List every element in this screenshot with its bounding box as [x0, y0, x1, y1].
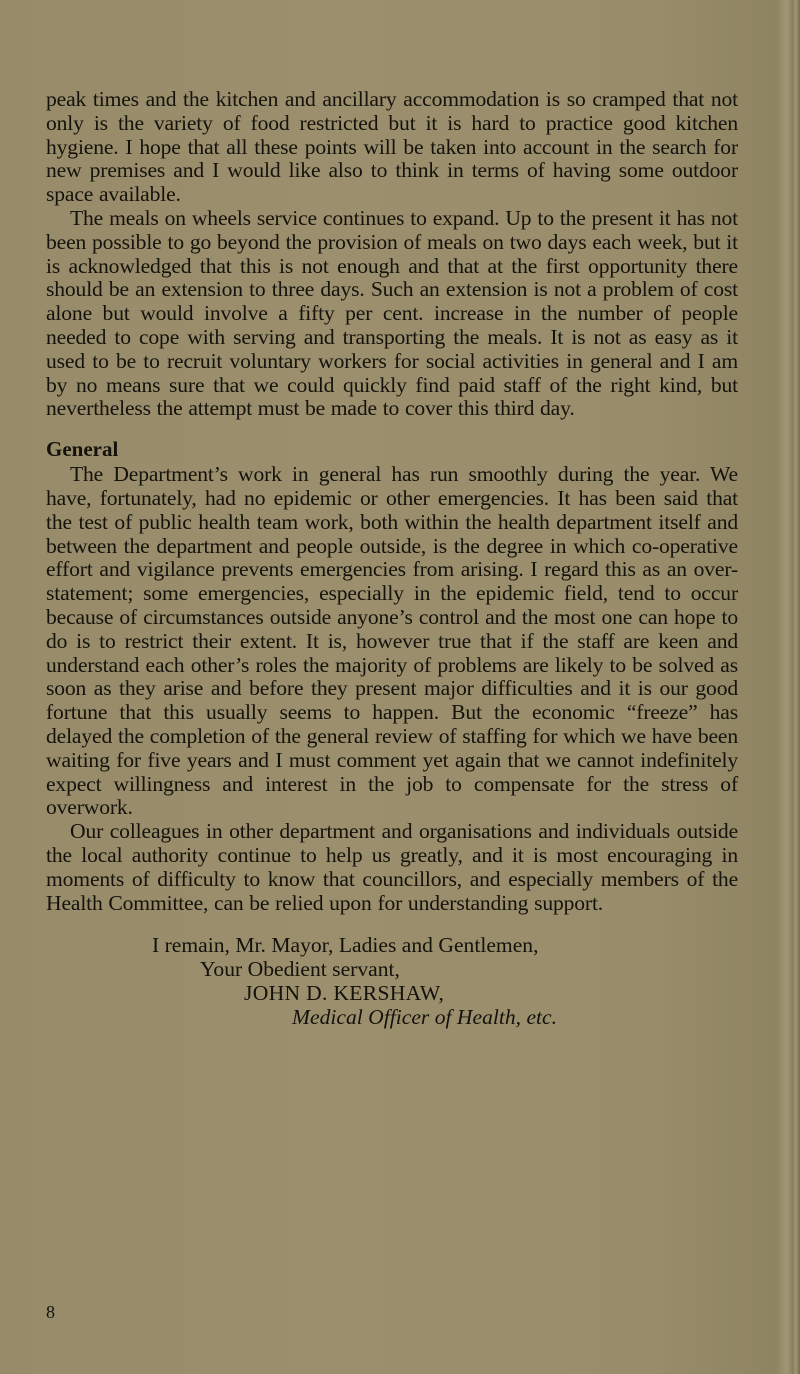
signature-block [46, 933, 738, 1029]
page-number: 8 [46, 1302, 55, 1322]
paragraph-colleagues: Our colleagues in other department and organisations and individuals outside the local authority continue to help us greatly, and it is most encouraging in moments of difficulty to know that councillors, and especially members of the Health Committee, can be relied upon for understanding support. [46, 819, 738, 915]
signatory-title: Medical Officer of Health, etc. [292, 1005, 558, 1030]
page-edge-shadow [786, 0, 800, 1374]
signatory-name: JOHN D. KERSHAW, [244, 981, 445, 1006]
closing-valediction: Your Obedient servant, [200, 957, 400, 982]
document-page [46, 88, 738, 1029]
paragraph-meals-on-wheels: The meals on wheels service continues to expand. Up to the present it has not been possible to go beyond the provision of meals on two days each week, but it is acknowledged that this is not enough and that at the first opportunity there should be an extension to three days. Such an extension is not a problem of cost alone but would involve a fifty per cent. increase in the number of people needed to cope with serving and transporting the meals. It is not as easy as it used to be to recruit voluntary workers for social activities in general and I am by no means sure that we could quickly find paid staff of the right kind, but nevertheless the attempt must be made to cover this third day. [46, 205, 738, 421]
closing-salutation: I remain, Mr. Mayor, Ladies and Gentlemen, [152, 933, 539, 958]
section-heading-general: General [46, 437, 119, 462]
paragraph-kitchen-accommodation: peak times and the kitchen and ancillary accommodation is so cramped that not only is the variety of food restricted but it is hard to practice good kitchen hygiene. I hope that all these points will be taken into account in the search for new premises and I would like also to think in terms of having some outdoor space available. [46, 87, 738, 207]
paragraph-department-work: The Department’s work in general has run smoothly during the year. We have, fortunately, had no epidemic or other emergencies. It has been said that the test of public health team work, both within the health department itself and between the department and people outside, is the degree in which co-operative effort and vigilance prevents emergencies from arising. I regard this as an over-statement; some emergencies, especially in the epidemic field, tend to occur because of circumstances outside anyone’s control and the most one can hope to do is to restrict their extent. It is, however true that if the staff are keen and understand each other’s roles the majority of problems are likely to be solved as soon as they arise and before they present major difficulties and it is our good fortune that this usually seems to happen. But the economic “freeze” has delayed the completion of the general review of staffing for which we have been waiting for five years and I must comment yet again that we cannot indefinitely expect willingness and interest in the job to compensate for the stress of overwork. [46, 462, 738, 820]
